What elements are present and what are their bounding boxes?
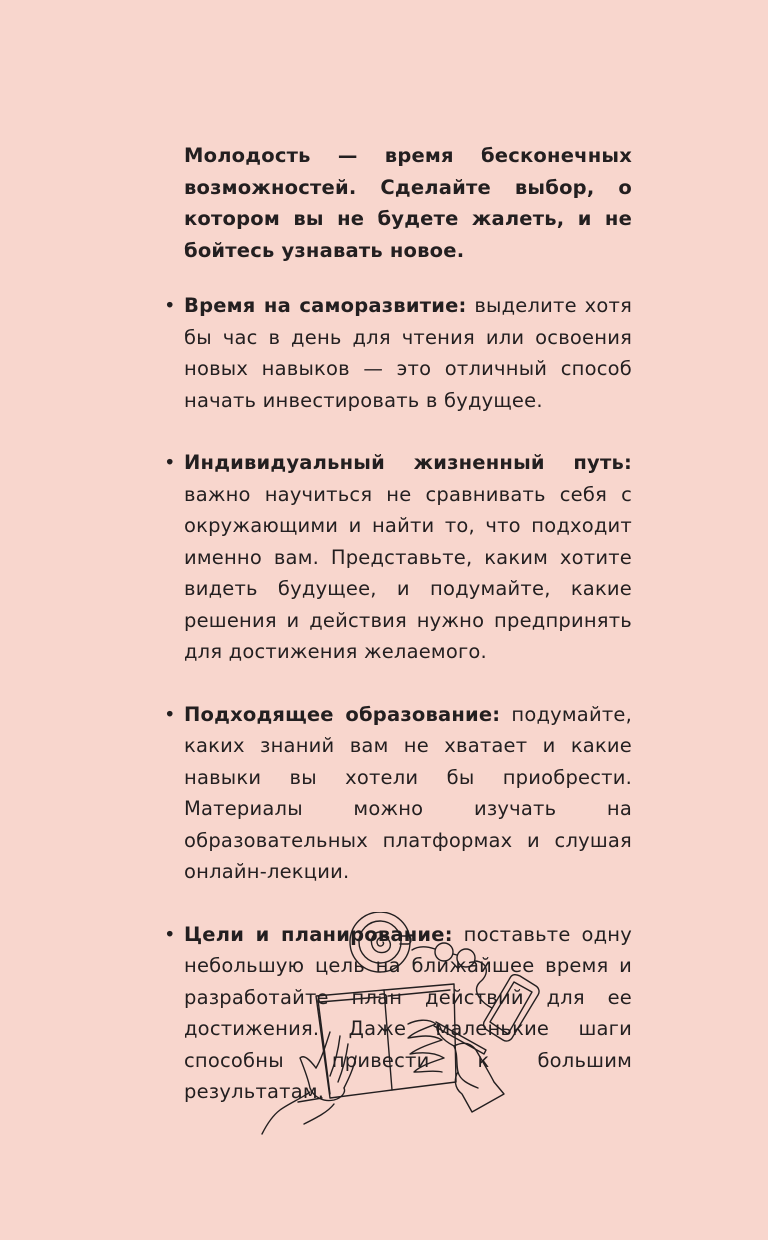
tip-item-education bbox=[164, 699, 632, 888]
tip-text: выделите хотя бы час в день для чтения или освоения новых навыков — это отличный способ начать инвестировать в будущее. bbox=[184, 294, 633, 412]
tip-title: Подходящее образование: bbox=[184, 702, 501, 726]
intro-paragraph: Молодость — время бесконечных возможностей. Сделайте выбор, о котором вы не будете жалеть, и не бойтесь узнавать новое. bbox=[184, 144, 632, 262]
tip-title: Индивидуальный жизненный путь: bbox=[184, 451, 632, 474]
coffee-cup-icon bbox=[350, 912, 411, 972]
bullet-icon: • bbox=[164, 702, 176, 726]
tip-item-self-development bbox=[164, 290, 632, 416]
tip-title: Время на саморазвитие: bbox=[184, 294, 467, 317]
left-hand-icon bbox=[262, 1032, 356, 1134]
right-hand-icon bbox=[437, 1024, 504, 1112]
notebook-icon bbox=[316, 984, 456, 1098]
desk-illustration-icon bbox=[258, 912, 548, 1142]
bullet-icon: • bbox=[164, 922, 176, 946]
phone-icon bbox=[484, 975, 539, 1041]
tip-title: Цели и планирование: bbox=[184, 922, 453, 946]
bullet-icon: • bbox=[164, 451, 176, 474]
tip-item-life-path bbox=[164, 447, 632, 668]
tip-text: важно научиться не сравнивать себя с окружающими и найти то, что подходит именно вам. Представьте, каким хотите видеть будущее, и подумайте, какие решения и действия нужно предпринять для достижения желаемого. bbox=[184, 482, 632, 663]
bullet-icon: • bbox=[164, 294, 176, 317]
tip-text: подумайте, каких знаний вам не хватает и какие навыки вы хотели бы приобрести. Материалы можно изучать на образовательных платформах и слушая онлайн-лекции. bbox=[184, 702, 632, 883]
tip-text: поставьте одну небольшую цель на ближайшее время и разработайте план действий для ее достижения. Даже маленькие шаги способны привести к большим результатам. bbox=[184, 922, 632, 1103]
glasses-icon bbox=[412, 943, 492, 1008]
